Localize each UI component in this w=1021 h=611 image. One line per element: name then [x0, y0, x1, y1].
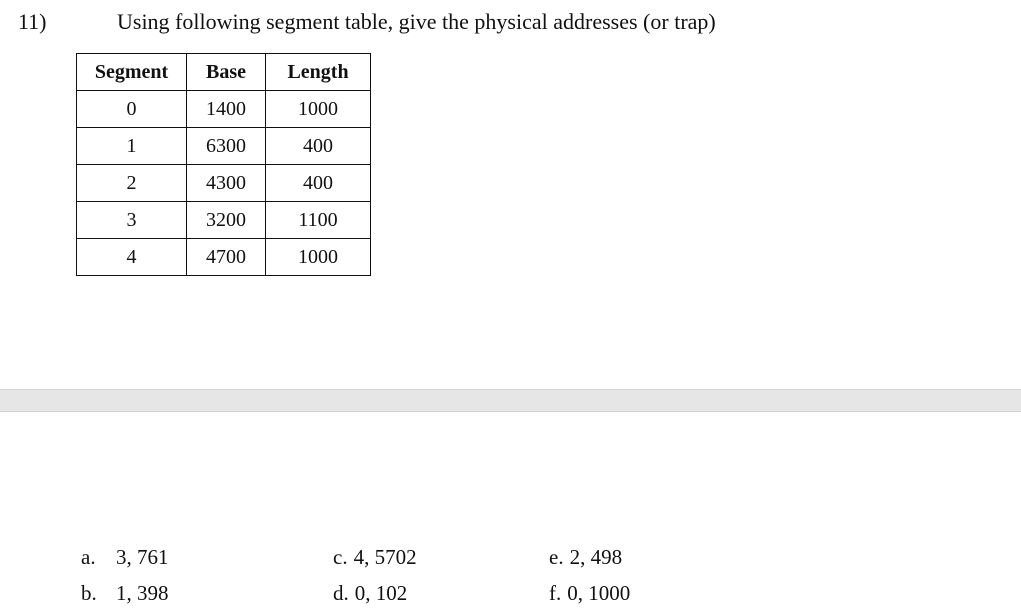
option-value: 4, 5702 — [353, 545, 417, 569]
option-c — [333, 544, 417, 570]
option-letter: e. — [549, 545, 564, 569]
base-cell: 4700 — [187, 239, 266, 276]
length-cell: 1000 — [266, 91, 371, 128]
base-cell: 1400 — [187, 91, 266, 128]
option-letter: d. — [333, 581, 349, 605]
length-cell: 1100 — [266, 202, 371, 239]
option-letter: c. — [333, 545, 348, 569]
length-cell: 400 — [266, 165, 371, 202]
option-f — [549, 580, 630, 606]
table-row — [77, 202, 371, 239]
segment-cell: 2 — [77, 165, 187, 202]
column-header-segment: Segment — [77, 54, 187, 91]
question-number: 11) — [18, 9, 47, 34]
option-letter: f. — [549, 581, 562, 605]
segment-cell: 0 — [77, 91, 187, 128]
segment-cell: 3 — [77, 202, 187, 239]
segment-cell: 1 — [77, 128, 187, 165]
option-b — [81, 580, 169, 606]
option-a — [81, 544, 169, 570]
segment-cell: 4 — [77, 239, 187, 276]
page-break-gap — [0, 389, 1021, 412]
option-value: 0, 1000 — [567, 581, 631, 605]
table-row — [77, 91, 371, 128]
option-value: 2, 498 — [569, 545, 623, 569]
base-cell: 3200 — [187, 202, 266, 239]
option-value: 1, 398 — [116, 581, 169, 605]
base-cell: 6300 — [187, 128, 266, 165]
option-value: 3, 761 — [116, 545, 169, 569]
option-letter: a. — [81, 545, 96, 569]
option-value: 0, 102 — [354, 581, 408, 605]
table-row — [77, 128, 371, 165]
base-cell: 4300 — [187, 165, 266, 202]
table-header-row — [77, 54, 371, 91]
option-e — [549, 544, 622, 570]
option-d — [333, 580, 407, 606]
column-header-length: Length — [266, 54, 371, 91]
option-letter: b. — [81, 581, 97, 605]
length-cell: 1000 — [266, 239, 371, 276]
length-cell: 400 — [266, 128, 371, 165]
segment-table — [76, 53, 371, 276]
table-row — [77, 165, 371, 202]
table-row — [77, 239, 371, 276]
column-header-base: Base — [187, 54, 266, 91]
question-text: Using following segment table, give the physical addresses (or trap) — [117, 9, 716, 34]
